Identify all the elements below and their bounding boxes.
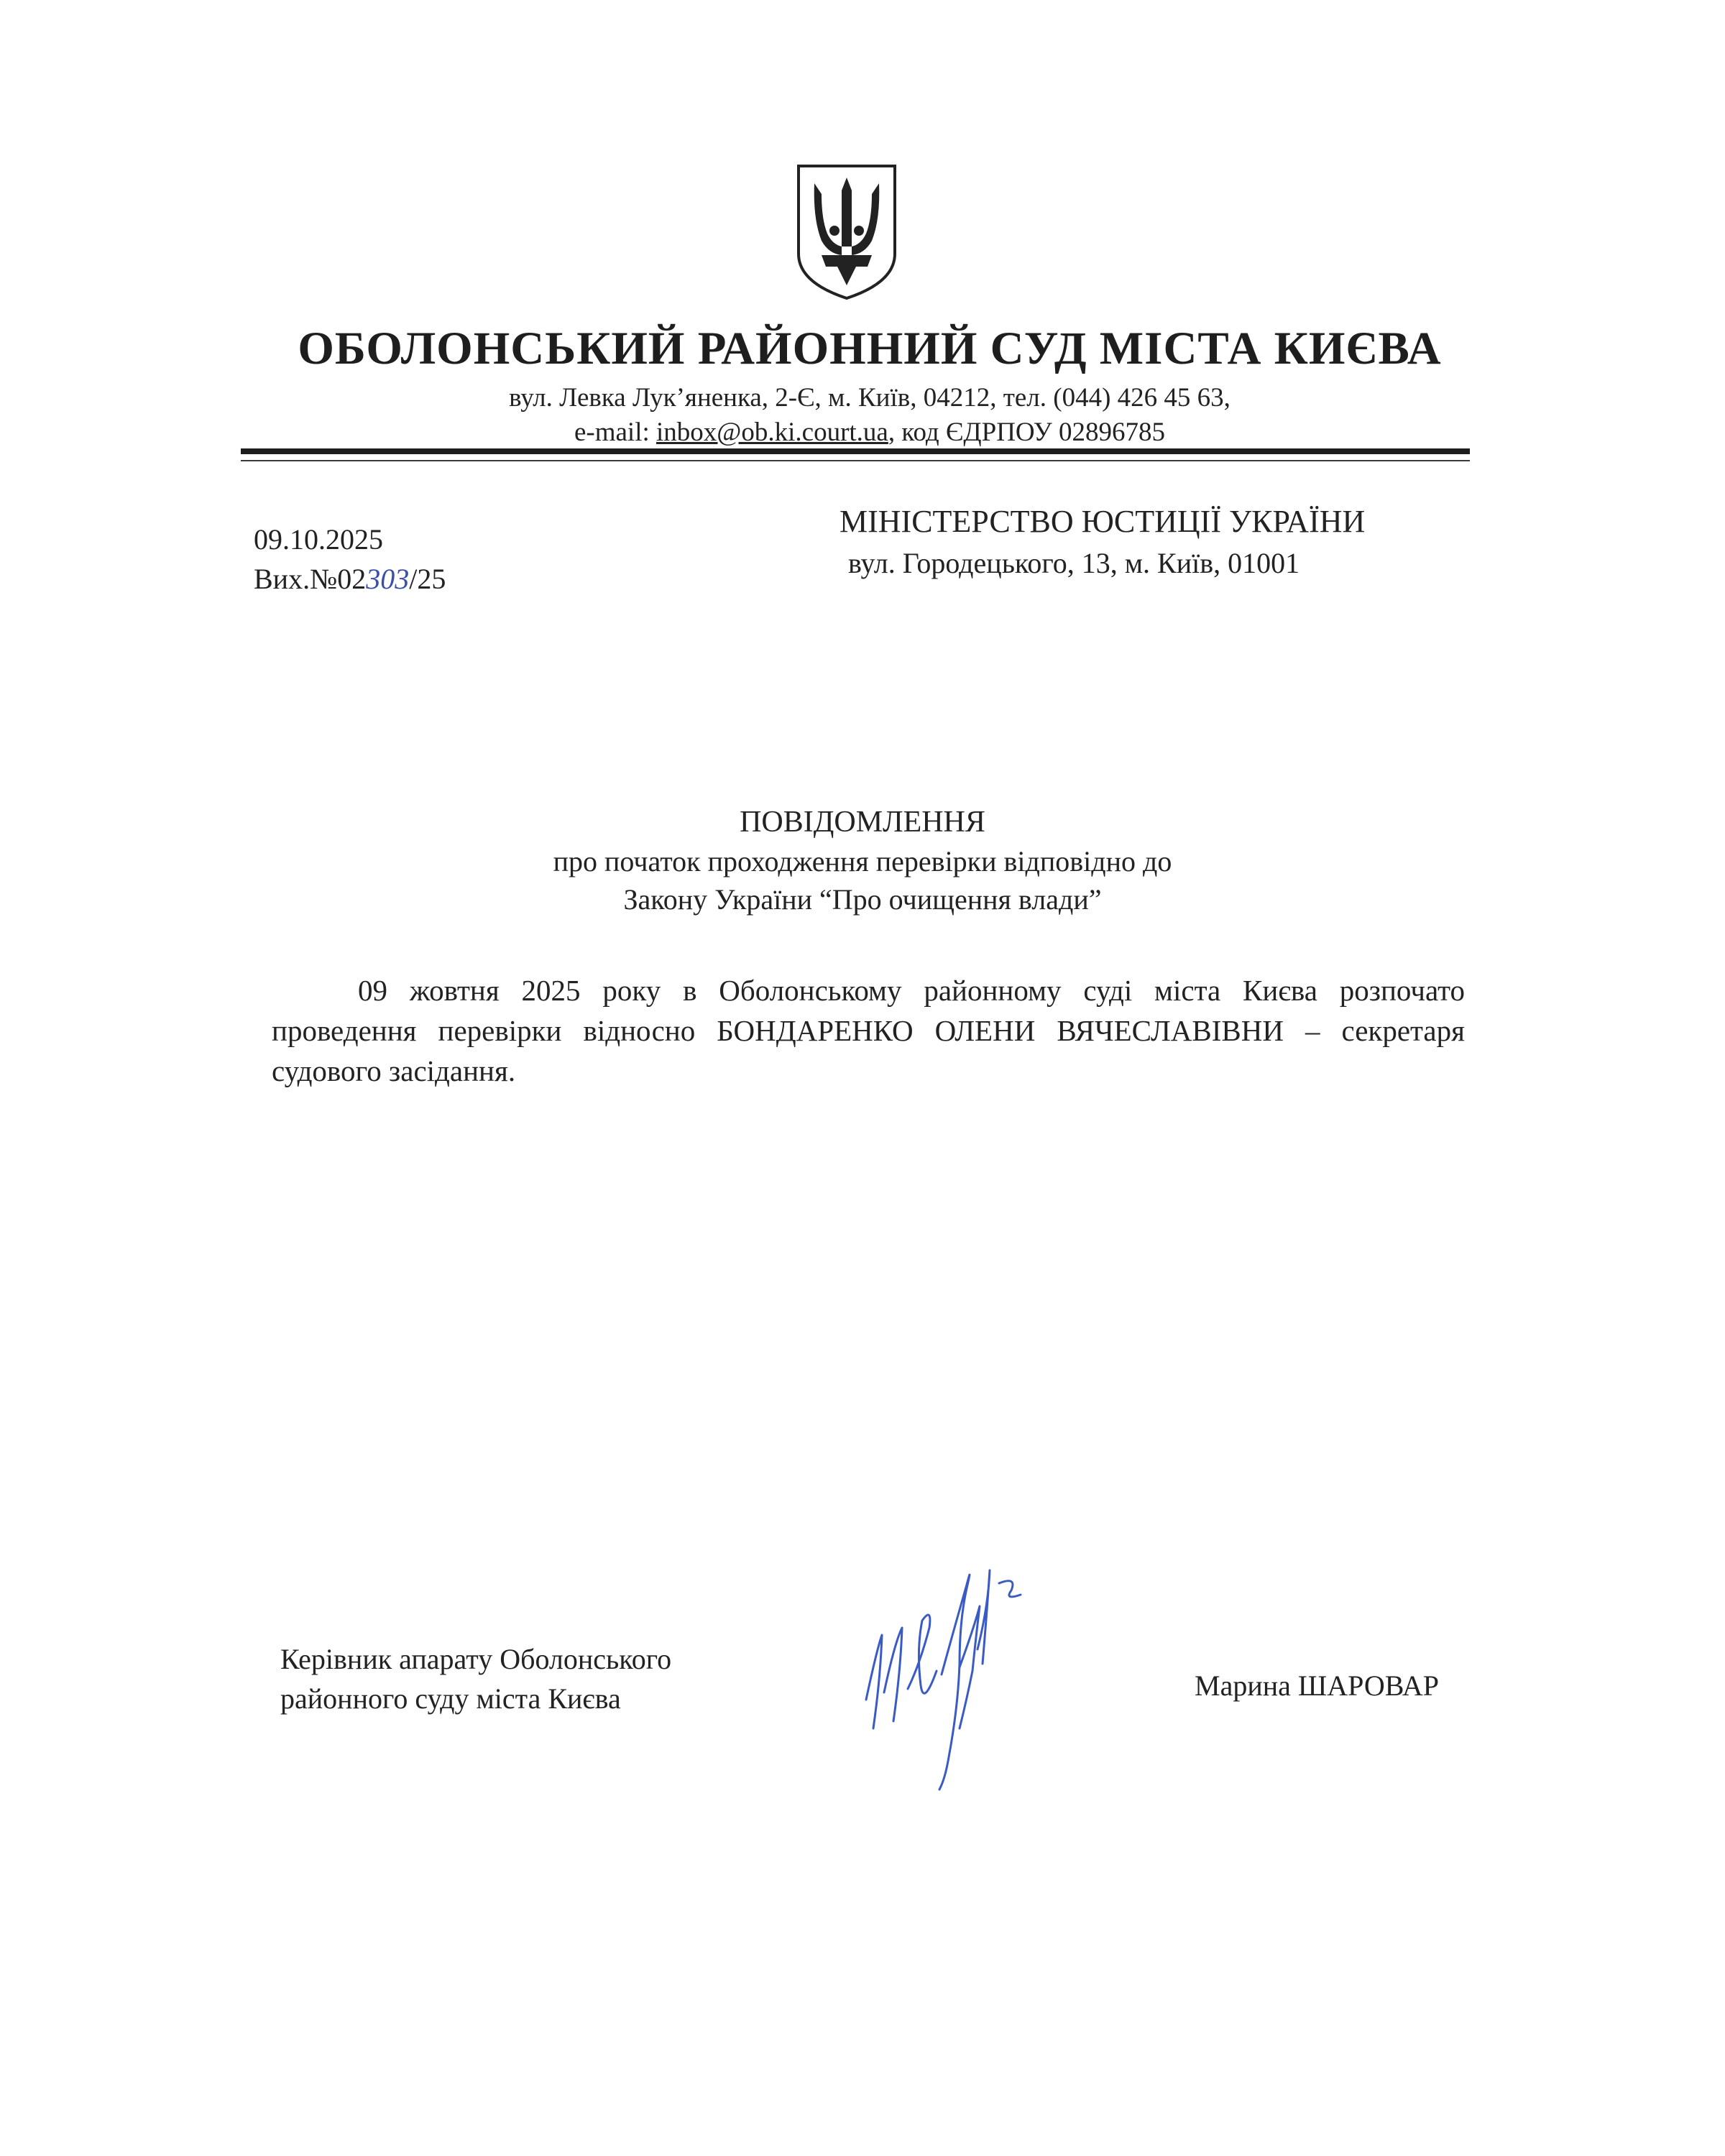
outgoing-date: 09.10.2025 xyxy=(254,523,383,556)
signer-title-line1: Керівник апарату Оболонського xyxy=(280,1643,672,1675)
coat-of-arms-icon xyxy=(793,162,901,302)
body-paragraph: 09 жовтня 2025 року в Оболонському районному суді міста Києва розпочато проведення перевірки відносно БОНДАРЕНКО ОЛЕНИ ВЯЧЕСЛАВІВНИ – секретаря судового засідання. xyxy=(272,974,1465,1087)
notice-subtitle-line1: про початок проходження перевірки відповідно до xyxy=(553,845,1172,877)
court-contacts xyxy=(252,417,1488,448)
court-email-link[interactable]: inbox@ob.ki.court.ua xyxy=(656,418,888,447)
handwritten-signature xyxy=(852,1520,1060,1793)
letterhead-rule-thin xyxy=(241,460,1470,461)
recipient-name: МІНІСТЕРСТВО ЮСТИЦІЇ УКРАЇНИ xyxy=(840,504,1366,539)
court-address: вул. Левка Лук’яненка, 2-Є, м. Київ, 04212, тел. (044) 426 45 63, xyxy=(509,383,1230,413)
recipient-address: вул. Городецького, 13, м. Київ, 01001 xyxy=(848,547,1300,579)
court-name: ОБОЛОНСЬКИЙ РАЙОННИЙ СУД МІСТА КИЄВА xyxy=(298,323,1442,374)
letterhead-rule-thick xyxy=(241,448,1470,454)
outgoing-number-handwritten: 303 xyxy=(366,563,410,595)
notice-title: ПОВІДОМЛЕННЯ xyxy=(740,806,985,839)
outgoing-number-prefix: Вих.№02 xyxy=(254,563,367,595)
signer-name: Марина ШАРОВАР xyxy=(1195,1669,1440,1702)
notice-subtitle-line2: Закону України “Про очищення влади” xyxy=(623,883,1102,916)
outgoing-number-suffix: /25 xyxy=(409,563,446,595)
edrpou-code: , код ЄДРПОУ 02896785 xyxy=(888,418,1166,447)
outgoing-number xyxy=(254,562,446,596)
signer-title-line2: районного суду міста Києва xyxy=(280,1682,621,1715)
email-prefix: e-mail: xyxy=(574,418,650,447)
